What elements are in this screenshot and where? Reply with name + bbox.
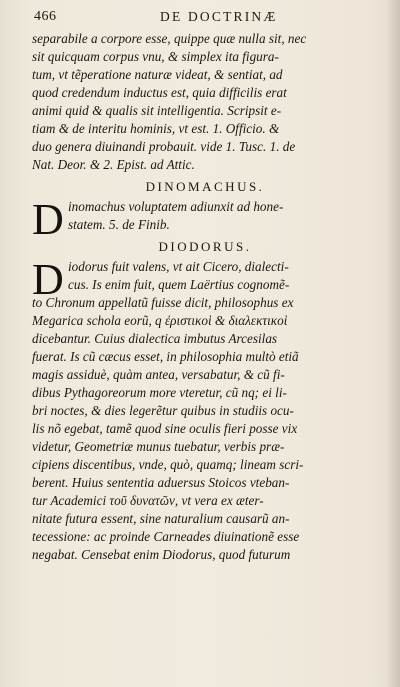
text-line: berent. Huius sententia aduersus Stoicos vteban- — [32, 475, 290, 490]
text-line: Megarica schola eorũ, q ἐριστικοὶ & διαλεκτικοὶ — [32, 313, 288, 328]
text-line: separabile a corpore esse, quippe quæ nulla sit, nec — [32, 31, 307, 46]
section-heading-diodorus: DIODORUS. — [158, 239, 252, 254]
text-line: nitate futura essent, sine naturalium causarũ an- — [32, 511, 290, 526]
text-line: tiam & de interitu hominis, vt est. 1. Officio. & — [32, 121, 280, 136]
text-line: tecessione: ac proinde Carneades diuinationẽ esse — [32, 529, 300, 544]
text-line: statem. 5. de Finib. — [68, 217, 170, 232]
text-line: Nat. Deor. & 2. Epist. ad Attic. — [32, 157, 195, 172]
page-header — [28, 8, 388, 28]
drop-cap: D — [32, 255, 64, 304]
entry-diodorus — [32, 255, 378, 564]
section-heading-dinomachus: DINOMACHUS. — [145, 179, 265, 194]
running-head: DE DOCTRINÆ — [160, 9, 278, 24]
text-line: dicebantur. Cuius dialectica imbutus Arcesilas — [32, 331, 278, 346]
text-line: sit quicquam corpus vnu, & simplex ita figura- — [32, 49, 279, 64]
text-line: iodorus fuit valens, vt ait Cicero, dialecti- — [68, 259, 289, 274]
text-line: dibus Pythagoreorum more vteretur, cũ nq; ei li- — [32, 385, 287, 400]
drop-cap: D — [32, 195, 64, 244]
text-line: magis assiduè, quàm antea, versabatur, & cũ fi- — [32, 367, 285, 382]
text-line: quod credendum inductus est, quia difficilis erat — [32, 85, 287, 100]
body-text — [32, 30, 378, 564]
text-line: animi quid & qualis sit intelligentia. Scripsit e- — [32, 103, 282, 118]
text-line: fuerat. Is cũ cæcus esset, in philosophia multò etiã — [32, 349, 299, 364]
entry-dinomachus — [32, 195, 378, 244]
page-number: 466 — [34, 9, 57, 24]
text-line: inomachus voluptatem adiunxit ad hone- — [68, 199, 284, 214]
text-line: duo genera diuinandi probauit. vide 1. Tusc. 1. de — [32, 139, 296, 154]
text-line: bri noctes, & dies legerẽtur quibus in studiis ocu- — [32, 403, 294, 418]
text-line: cus. Is enim fuit, quem Laërtius cognomẽ- — [68, 277, 290, 292]
text-line: tum, vt tẽperatione naturæ videat, & sentiat, ad — [32, 67, 283, 82]
text-line: tur Academici τοῦ δυνατῶν, vt vera ex æter- — [32, 493, 264, 508]
text-line: negabat. Censebat enim Diodorus, quod futurum — [32, 547, 291, 562]
text-line: lis nõ egebat, tamẽ quod sine oculis fieri posse vix — [32, 421, 298, 436]
text-line: videtur, Geometriæ munus tuebatur, verbis præ- — [32, 439, 285, 454]
text-line: cipiens discentibus, vnde, quò, quamq; lineam scri- — [32, 457, 304, 472]
text-line: to Chronum appellatũ fuisse dicit, philosophus ex — [32, 295, 294, 310]
paragraph-block1 — [32, 30, 378, 174]
